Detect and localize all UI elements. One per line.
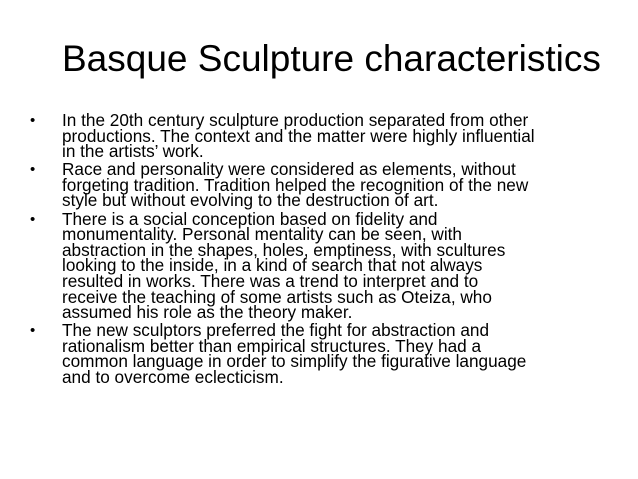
bullet-item (30, 320, 610, 387)
bullet-list (30, 110, 610, 388)
bullet-text: Race and personality were considered as elements, without forgeting tradition. Tradition helped the recognition of the new style but without evolving to the destruction of art. (62, 159, 529, 211)
bullet-item (30, 159, 610, 211)
bullet-marker: • (30, 322, 36, 340)
bullet-text: The new sculptors preferred the fight for abstraction and rationalism better than empirical structures. They had a common language in order to simplify the figurative language and to overcome eclecticism. (62, 320, 527, 387)
bullet-text: In the 20th century sculpture production separated from other productions. The context and the matter were highly influential in the artists’ work. (62, 110, 535, 162)
bullet-item (30, 208, 610, 323)
bullet-marker: • (30, 161, 36, 179)
bullet-marker: • (30, 210, 36, 228)
bullet-item (30, 110, 610, 162)
slide-title: Basque Sculpture characteristics (62, 38, 601, 79)
bullet-marker: • (30, 112, 36, 129)
bullet-text: There is a social conception based on fidelity and monumentality. Personal mentality can be seen, with abstraction in the shapes, holes, emptiness, with scultures looking to the inside, in a kind of search that not always resulted in works. There was a trend to interpret and to receive the teaching of some artists such as Oteiza, who assumed his role as the theory maker. (62, 208, 506, 323)
